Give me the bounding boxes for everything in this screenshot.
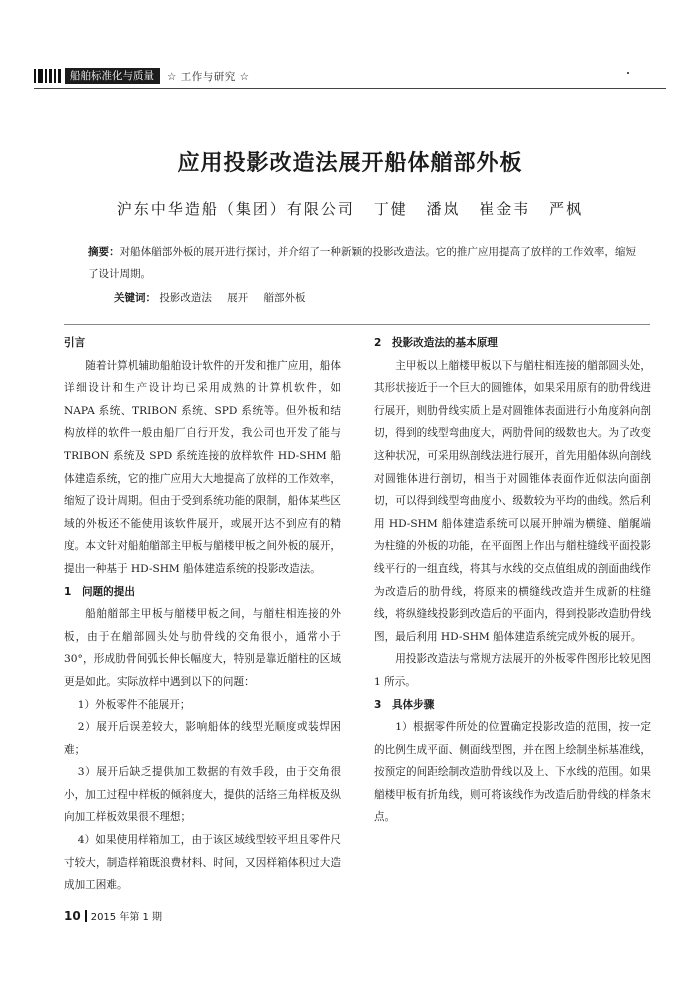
author-line <box>0 198 700 219</box>
abstract-label: 摘要： <box>88 246 120 258</box>
paragraph: 主甲板以上艏楼甲板以下与艏柱相连接的艏部圆头处，其形状接近于一个巨大的圆锥体，如果采用原有的肋骨线进行展开，则肋骨线实质上是对圆锥体表面进行小角度斜向剖切，得到的线型弯曲度大，两肋骨间的级数也大。为了改变这种状况，可采用纵剖线法进行展开，首先用船体纵向剖线对圆锥体进行剖切，相当于对圆锥体表面作近似法向面剖切，可以得到线型弯曲度小、级数较为平均的曲线。然后利用 HD-SHM 船体建造系统可以展开肿端为横缝、艏艉端为柱缝的外板的功能，在平面图上作出与艏柱缝线平面投影线平行的一组直线，将其与水线的交点值组成的剖面曲线作为改造后的肋骨线，将原来的横缝线改造并生成新的柱缝线，将纵缝线投影到改造后的平面内，得到投影改造肋骨线图，最后利用 HD-SHM 船体建造系统完成外板的展开。 <box>374 359 651 643</box>
abstract <box>88 241 636 285</box>
keyword: 投影改造法 <box>159 292 212 304</box>
author-name: 崔金韦 <box>479 200 531 218</box>
author-organization: 沪东中华造船（集团）有限公司 <box>116 200 355 218</box>
paragraph: 随着计算机辅助船舶设计软件的开发和推广应用，船体详细设计和生产设计均已采用成熟的计算机软件，如 NAPA 系统、TRIBON 系统、SPD 系统等。但外板和结构放样的软件一般由船厂自行开发，我公司也开发了能与 TRIBON 系统及 SPD 系统连接的放样软件 HD-SHM 船体建造系统，它的推广应用大大地提高了放样的工作效率，缩短了设计周期。但由于受到系统功能的限制，船体某些区域的外板还不能使用该软件展开，或展开达不到应有的精度。本文针对船舶艏部主甲板与艏楼甲板之间外板的展开，提出一种基于 HD-SHM 船体建造系统的投影改造法。 <box>64 359 341 575</box>
issue-label: 2015 年第 1 期 <box>90 912 163 923</box>
journal-section: 船舶标准化与质量 <box>65 68 160 84</box>
author-name: 潘岚 <box>426 200 461 218</box>
abstract-divider <box>64 324 650 325</box>
journal-subsection: ☆ 工作与研究 ☆ <box>167 70 250 83</box>
page-number: 10 <box>64 908 81 923</box>
section-heading-2: 2 投影改造法的基本原理 <box>374 337 498 349</box>
header-rule <box>34 88 666 89</box>
section-heading-intro: 引言 <box>64 337 86 349</box>
header-decoration <box>34 69 61 83</box>
running-header <box>34 68 250 84</box>
article-title: 应用投影改造法展开船体艏部外板 <box>177 151 523 176</box>
author-name: 严枫 <box>549 200 584 218</box>
paragraph: 船舶艏部主甲板与艏楼甲板之间，与艏柱相连接的外板，由于在艏部圆头处与肋骨线的交角很小，通常小于 30°，形成肋骨间弧长伸长幅度大，特别是靠近艏柱的区域更是如此。实际放样中遇到以下的问题： <box>64 608 341 688</box>
paragraph: 用投影改造法与常规方法展开的外板零件图形比较见图 1 所示。 <box>374 653 651 688</box>
scan-mark <box>627 72 629 74</box>
page-footer <box>64 908 162 923</box>
paragraph: 1）根据零件所处的位置确定投影改造的范围，按一定的比例生成平面、侧面线型图，并在图上绘制坐标基准线，按预定的间距绘制改造肋骨线以及上、下水线的范围。如果艏楼甲板有折角线，则可将该线作为改造后肋骨线的样条末点。 <box>374 721 651 824</box>
abstract-text: 对船体艏部外板的展开进行探讨，并介绍了一种新颖的投影改造法。它的推广应用提高了放样的工作效率，缩短了设计周期。 <box>88 246 637 280</box>
left-column <box>64 332 341 897</box>
footer-divider <box>85 910 87 922</box>
section-heading-3: 3 具体步骤 <box>374 698 435 711</box>
section-heading-1: 1 问题的提出 <box>64 585 135 598</box>
author-name: 丁健 <box>373 200 408 218</box>
keyword: 展开 <box>227 292 249 304</box>
list-item: 3）展开后缺乏提供加工数据的有效手段，由于交角很小，加工过程中样板的倾斜度大，提供的活络三角样板及纵向加工样板效果很不理想； <box>64 766 341 824</box>
keyword: 艏部外板 <box>263 292 306 304</box>
right-column <box>374 332 651 829</box>
list-item: 1）外板零件不能展开； <box>77 698 191 711</box>
keywords-label: 关键词： <box>114 292 156 304</box>
keywords <box>114 288 634 308</box>
list-item: 4）如果使用样箱加工，由于该区域线型较平坦且零件尺寸较大，制造样箱既浪费材料、时间，又因样箱体积过大造成加工困难。 <box>64 834 341 892</box>
list-item: 2）展开后误差较大，影响船体的线型光顺度或装焊困难； <box>64 721 341 756</box>
